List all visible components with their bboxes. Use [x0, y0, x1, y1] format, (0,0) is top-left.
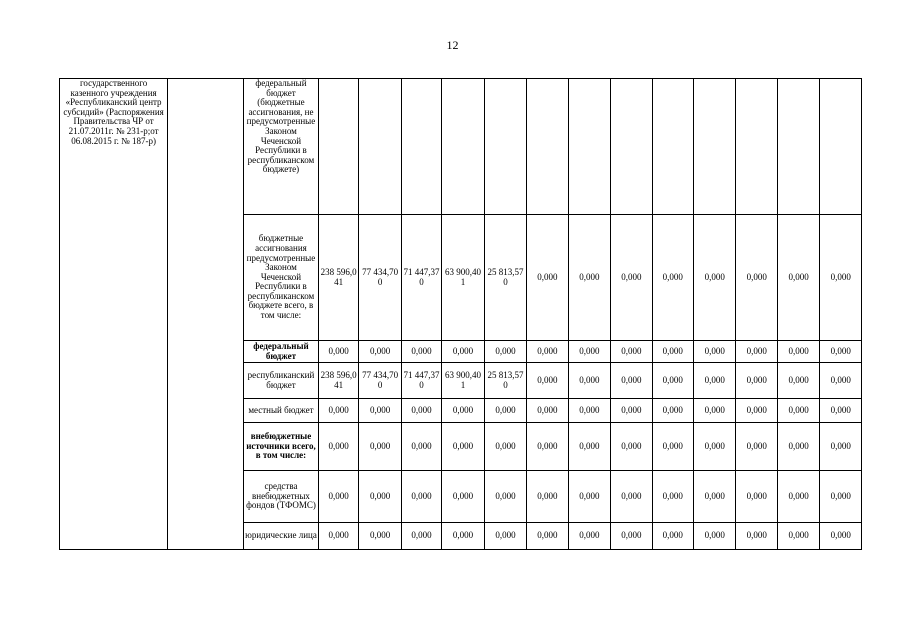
amount-cell: 0,000 — [318, 341, 358, 363]
amount-cell: 0,000 — [527, 363, 568, 399]
funding-source-label: бюджетные ассигнования предусмотренные Законом Чеченской Республики в республиканском бюджете всего, в том числе: — [244, 215, 319, 341]
amount-cell: 0,000 — [652, 363, 693, 399]
amount-cell: 0,000 — [611, 363, 652, 399]
amount-cell: 0,000 — [568, 215, 610, 341]
amount-cell: 0,000 — [611, 523, 652, 550]
amount-cell: 0,000 — [820, 471, 862, 523]
amount-cell: 0,000 — [694, 471, 736, 523]
amount-cell — [359, 79, 401, 215]
amount-cell — [527, 79, 568, 215]
funding-source-label: республиканский бюджет — [244, 363, 319, 399]
amount-cell: 0,000 — [820, 363, 862, 399]
amount-cell — [820, 79, 862, 215]
funding-source-label: федеральный бюджет (бюджетные ассигнования, не предусмотренные Законом Чеченской Республики в республиканском бюджете) — [244, 79, 319, 215]
amount-cell: 0,000 — [777, 341, 819, 363]
amount-cell: 0,000 — [318, 399, 358, 423]
amount-cell — [318, 79, 358, 215]
amount-cell: 0,000 — [611, 399, 652, 423]
amount-cell: 0,000 — [359, 471, 401, 523]
amount-cell: 71 447,370 — [401, 363, 441, 399]
amount-cell: 0,000 — [401, 423, 441, 471]
amount-cell: 0,000 — [820, 341, 862, 363]
amount-cell: 77 434,700 — [359, 363, 401, 399]
amount-cell: 0,000 — [652, 215, 693, 341]
amount-cell: 0,000 — [611, 471, 652, 523]
amount-cell: 0,000 — [359, 341, 401, 363]
amount-cell: 0,000 — [652, 341, 693, 363]
amount-cell: 0,000 — [527, 523, 568, 550]
amount-cell: 0,000 — [736, 215, 777, 341]
amount-cell: 0,000 — [736, 341, 777, 363]
amount-cell: 0,000 — [484, 471, 526, 523]
amount-cell: 0,000 — [359, 423, 401, 471]
amount-cell: 0,000 — [611, 215, 652, 341]
amount-cell: 0,000 — [820, 523, 862, 550]
amount-cell: 0,000 — [736, 423, 777, 471]
amount-cell — [652, 79, 693, 215]
amount-cell: 0,000 — [652, 471, 693, 523]
amount-cell: 0,000 — [736, 399, 777, 423]
amount-cell: 0,000 — [568, 363, 610, 399]
amount-cell: 0,000 — [694, 363, 736, 399]
amount-cell: 0,000 — [401, 471, 441, 523]
amount-cell: 25 813,570 — [484, 215, 526, 341]
amount-cell: 25 813,570 — [484, 363, 526, 399]
amount-cell: 0,000 — [694, 215, 736, 341]
amount-cell: 0,000 — [484, 423, 526, 471]
funding-source-label: местный бюджет — [244, 399, 319, 423]
amount-cell: 0,000 — [777, 399, 819, 423]
amount-cell: 0,000 — [611, 341, 652, 363]
amount-cell: 0,000 — [652, 423, 693, 471]
amount-cell: 0,000 — [442, 341, 484, 363]
amount-cell: 0,000 — [484, 399, 526, 423]
amount-cell: 0,000 — [527, 341, 568, 363]
amount-cell: 0,000 — [568, 341, 610, 363]
amount-cell — [568, 79, 610, 215]
amount-cell: 0,000 — [568, 471, 610, 523]
amount-cell: 0,000 — [484, 341, 526, 363]
amount-cell: 0,000 — [318, 471, 358, 523]
amount-cell: 0,000 — [652, 523, 693, 550]
funding-source-label: юридические лица — [244, 523, 319, 550]
amount-cell — [694, 79, 736, 215]
amount-cell: 0,000 — [694, 423, 736, 471]
amount-cell: 0,000 — [359, 399, 401, 423]
amount-cell: 0,000 — [401, 399, 441, 423]
amount-cell: 63 900,401 — [442, 363, 484, 399]
amount-cell: 0,000 — [820, 423, 862, 471]
amount-cell: 0,000 — [611, 423, 652, 471]
funding-source-label: средства внебюджетных фондов (ТФОМС) — [244, 471, 319, 523]
amount-cell — [484, 79, 526, 215]
amount-cell: 0,000 — [484, 523, 526, 550]
amount-cell: 0,000 — [401, 523, 441, 550]
amount-cell: 0,000 — [777, 215, 819, 341]
organization-cell: государственного казенного учреждения «Республиканский центр субсидий» (Распоряжения Правительства ЧР от 21.07.2011г. № 231-р;от 06.08.2015 г. № 187-р) — [60, 79, 168, 550]
amount-cell: 0,000 — [694, 523, 736, 550]
amount-cell: 0,000 — [442, 523, 484, 550]
amount-cell: 0,000 — [777, 363, 819, 399]
amount-cell: 238 596,041 — [318, 363, 358, 399]
funding-source-label: федеральный бюджет — [244, 341, 319, 363]
amount-cell: 0,000 — [359, 523, 401, 550]
amount-cell: 0,000 — [527, 423, 568, 471]
amount-cell: 238 596,041 — [318, 215, 358, 341]
empty-column-cell — [168, 79, 244, 550]
amount-cell: 0,000 — [777, 523, 819, 550]
amount-cell: 0,000 — [568, 399, 610, 423]
amount-cell: 0,000 — [736, 523, 777, 550]
amount-cell: 0,000 — [694, 341, 736, 363]
amount-cell — [401, 79, 441, 215]
amount-cell: 0,000 — [820, 215, 862, 341]
amount-cell: 77 434,700 — [359, 215, 401, 341]
amount-cell: 0,000 — [736, 471, 777, 523]
amount-cell: 0,000 — [777, 471, 819, 523]
amount-cell: 0,000 — [777, 423, 819, 471]
amount-cell: 0,000 — [318, 423, 358, 471]
table-row — [60, 79, 862, 215]
amount-cell — [611, 79, 652, 215]
amount-cell — [736, 79, 777, 215]
amount-cell: 0,000 — [568, 423, 610, 471]
amount-cell: 0,000 — [318, 523, 358, 550]
budget-table-body — [60, 79, 862, 550]
amount-cell: 0,000 — [527, 399, 568, 423]
amount-cell: 63 900,401 — [442, 215, 484, 341]
amount-cell: 0,000 — [694, 399, 736, 423]
amount-cell: 0,000 — [442, 399, 484, 423]
amount-cell: 0,000 — [652, 399, 693, 423]
amount-cell: 0,000 — [820, 399, 862, 423]
amount-cell: 0,000 — [527, 471, 568, 523]
budget-table — [59, 78, 862, 550]
amount-cell — [442, 79, 484, 215]
funding-source-label: внебюджетные источники всего, в том числе: — [244, 423, 319, 471]
amount-cell: 0,000 — [736, 363, 777, 399]
amount-cell: 71 447,370 — [401, 215, 441, 341]
amount-cell: 0,000 — [442, 471, 484, 523]
amount-cell: 0,000 — [442, 423, 484, 471]
amount-cell: 0,000 — [568, 523, 610, 550]
amount-cell — [777, 79, 819, 215]
amount-cell: 0,000 — [527, 215, 568, 341]
amount-cell: 0,000 — [401, 341, 441, 363]
page-number: 12 — [446, 38, 459, 52]
